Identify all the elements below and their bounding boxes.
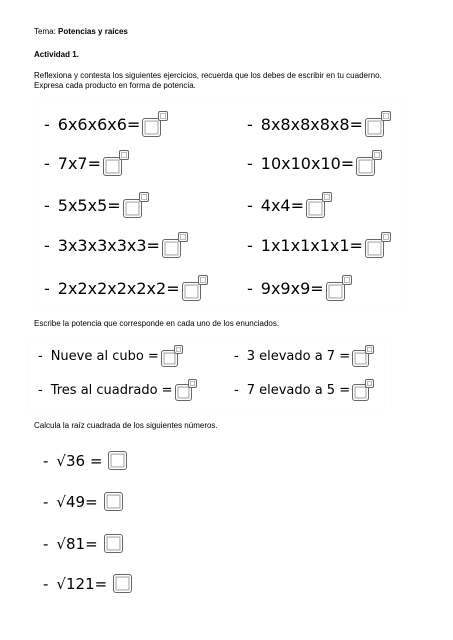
product-expression: 7x7= (57, 153, 102, 173)
product-expression: 3x3x3x3x3= (57, 235, 160, 255)
bullet-dash: - (44, 235, 50, 255)
product-expression: 8x8x8x8x8= (260, 114, 363, 134)
power-answer-box[interactable] (352, 379, 374, 401)
statement-row (234, 345, 374, 367)
product-expression: 10x10x10= (260, 153, 355, 173)
root-row (43, 492, 123, 511)
bullet-dash: - (247, 278, 253, 298)
product-expression: 1x1x1x1x1= (260, 235, 363, 255)
root-answer-box[interactable] (104, 534, 123, 553)
product-expression: 5x5x5= (57, 195, 121, 215)
exercise-row (247, 150, 382, 176)
exercise-row (44, 275, 208, 301)
bullet-dash: - (38, 348, 43, 364)
instructions-line-1: Reflexiona y contesta los siguientes ejercicios, recuerda que los debes de escribir en tu cuaderno. (34, 71, 382, 80)
section3-instruction: Calcula la raíz cuadrada de los siguientes números. (34, 421, 218, 430)
root-row (43, 451, 127, 470)
root-row (43, 574, 132, 593)
statement-text: Nueve al cubo = (50, 348, 159, 364)
root-row (43, 534, 123, 553)
bullet-dash: - (247, 153, 253, 173)
section2-instruction: Escribe la potencia que corresponde en cada uno de los enunciados. (34, 319, 280, 328)
exercise-row (44, 192, 149, 218)
topic-value: Potencias y raíces (58, 27, 128, 36)
statement-row (234, 379, 374, 401)
exercise-row (247, 111, 391, 137)
roots-exercise-panel (28, 441, 168, 611)
root-expression: √121= (56, 574, 108, 593)
exercise-row (44, 111, 168, 137)
power-answer-box[interactable] (123, 192, 149, 218)
topic-label: Tema: (34, 27, 56, 36)
power-answer-box[interactable] (352, 345, 374, 367)
statements-exercise-panel (28, 339, 384, 409)
power-answer-box[interactable] (326, 275, 352, 301)
bullet-dash: - (247, 195, 253, 215)
bullet-dash: - (44, 153, 50, 173)
topic-line (34, 27, 128, 37)
root-expression: √81= (56, 534, 98, 553)
statement-text: 7 elevado a 5 = (246, 382, 351, 398)
powers-exercise-panel (34, 104, 406, 307)
root-answer-box[interactable] (108, 451, 127, 470)
power-answer-box[interactable] (162, 232, 188, 258)
power-answer-box[interactable] (175, 379, 197, 401)
bullet-dash: - (247, 114, 253, 134)
bullet-dash: - (44, 114, 50, 134)
bullet-dash: - (38, 382, 43, 398)
product-expression: 6x6x6x6= (57, 114, 141, 134)
statement-text: 3 elevado a 7 = (246, 348, 351, 364)
power-answer-box[interactable] (365, 111, 391, 137)
power-answer-box[interactable] (182, 275, 208, 301)
power-answer-box[interactable] (365, 232, 391, 258)
root-expression: √36 = (56, 451, 103, 470)
instructions (34, 71, 424, 91)
bullet-dash: - (43, 574, 49, 593)
product-expression: 2x2x2x2x2x2= (57, 278, 180, 298)
power-answer-box[interactable] (356, 150, 382, 176)
bullet-dash: - (234, 348, 239, 364)
statement-row (38, 345, 183, 367)
bullet-dash: - (43, 534, 49, 553)
bullet-dash: - (43, 451, 49, 470)
power-answer-box[interactable] (161, 345, 183, 367)
product-expression: 4x4= (260, 195, 305, 215)
power-answer-box[interactable] (142, 111, 168, 137)
bullet-dash: - (44, 278, 50, 298)
activity-title: Actividad 1. (34, 50, 79, 59)
exercise-row (247, 232, 391, 258)
instructions-line-2: Expresa cada producto en forma de potencia. (34, 81, 196, 90)
bullet-dash: - (43, 492, 49, 511)
statement-text: Tres al cuadrado = (50, 382, 173, 398)
power-answer-box[interactable] (306, 192, 332, 218)
exercise-row (44, 150, 129, 176)
product-expression: 9x9x9= (260, 278, 324, 298)
root-expression: √49= (56, 492, 98, 511)
power-answer-box[interactable] (103, 150, 129, 176)
root-answer-box[interactable] (113, 574, 132, 593)
exercise-row (247, 275, 352, 301)
bullet-dash: - (44, 195, 50, 215)
exercise-row (247, 192, 332, 218)
bullet-dash: - (234, 382, 239, 398)
statement-row (38, 379, 197, 401)
exercise-row (44, 232, 188, 258)
bullet-dash: - (247, 235, 253, 255)
root-answer-box[interactable] (104, 492, 123, 511)
